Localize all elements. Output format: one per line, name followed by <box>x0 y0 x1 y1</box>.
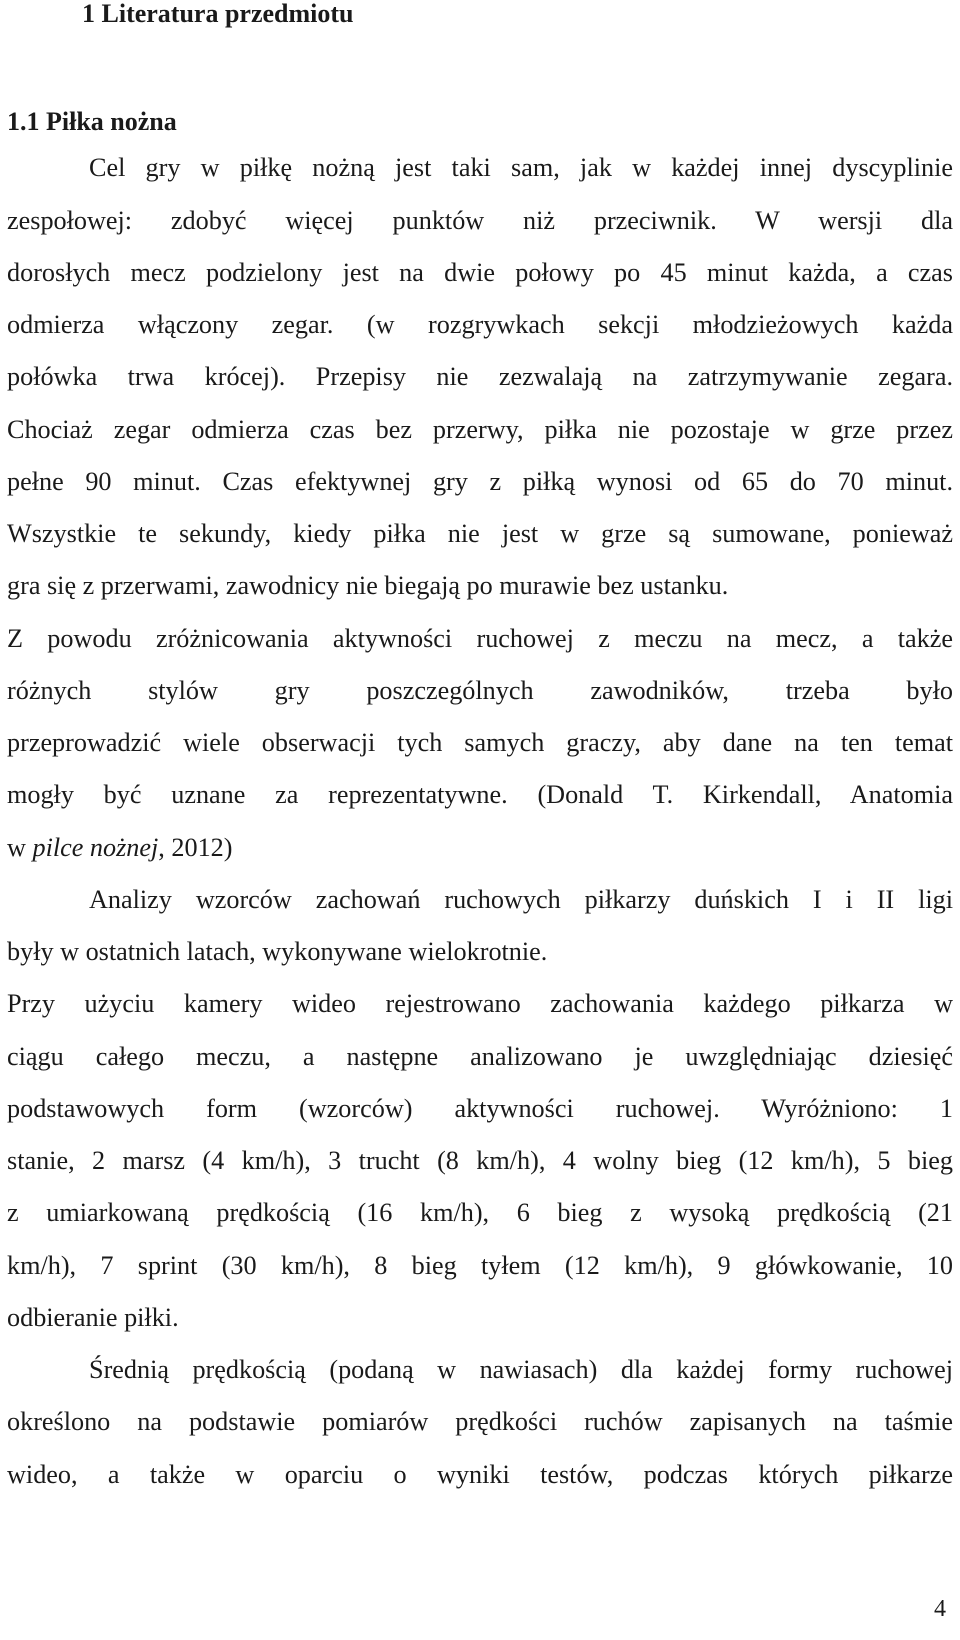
paragraph-line: mogły być uznane za reprezentatywne. (Donald T. Kirkendall, Anatomia <box>7 780 953 809</box>
paragraph-line: z umiarkowaną prędkością (16 km/h), 6 bieg z wysoką prędkością (21 <box>7 1198 953 1227</box>
paragraph-line: ciągu całego meczu, a następne analizowano je uwzględniając dziesięć <box>7 1042 953 1071</box>
paragraph-line: odbieranie piłki. <box>7 1303 179 1332</box>
chapter-title: 1 Literatura przedmiotu <box>82 0 354 28</box>
paragraph-line: Cel gry w piłkę nożną jest taki sam, jak w każdej innej dyscyplinie <box>89 153 953 182</box>
paragraph-line: stanie, 2 marsz (4 km/h), 3 trucht (8 km/h), 4 wolny bieg (12 km/h), 5 bieg <box>7 1146 953 1175</box>
citation-italic: pilce nożnej <box>32 833 159 862</box>
paragraph-line: określono na podstawie pomiarów prędkości ruchów zapisanych na taśmie <box>7 1407 953 1436</box>
paragraph-line: różnych stylów gry poszczególnych zawodników, trzeba było <box>7 676 953 705</box>
paragraph-line: połówka trwa krócej). Przepisy nie zezwalają na zatrzymywanie zegara. <box>7 362 953 391</box>
paragraph-line: Wszystkie te sekundy, kiedy piłka nie jest w grze są sumowane, ponieważ <box>7 519 953 548</box>
paragraph-line: odmierza włączony zegar. (w rozgrywkach sekcji młodzieżowych każda <box>7 310 953 339</box>
paragraph-line: dorosłych mecz podzielony jest na dwie połowy po 45 minut każda, a czas <box>7 258 953 287</box>
paragraph-line: gra się z przerwami, zawodnicy nie biegają po murawie bez ustanku. <box>7 571 729 600</box>
section-title: 1.1 Piłka nożna <box>7 107 177 136</box>
citation-prefix: w <box>7 833 33 862</box>
paragraph-line: km/h), 7 sprint (30 km/h), 8 bieg tyłem (12 km/h), 9 główkowanie, 10 <box>7 1251 953 1280</box>
paragraph-line: podstawowych form (wzorców) aktywności ruchowej. Wyróżniono: 1 <box>7 1094 953 1123</box>
paragraph-line: Przy użyciu kamery wideo rejestrowano zachowania każdego piłkarza w <box>7 989 953 1018</box>
paragraph-line: były w ostatnich latach, wykonywane wielokrotnie. <box>7 937 548 966</box>
page-number: 4 <box>934 1596 946 1622</box>
paragraph-line: Średnią prędkością (podaną w nawiasach) dla każdej formy ruchowej <box>89 1355 953 1384</box>
paragraph-line: pełne 90 minut. Czas efektywnej gry z piłką wynosi od 65 do 70 minut. <box>7 467 953 496</box>
paragraph-line: przeprowadzić wiele obserwacji tych samych graczy, aby dane na ten temat <box>7 728 953 757</box>
paragraph-line: Chociaż zegar odmierza czas bez przerwy, piłka nie pozostaje w grze przez <box>7 415 953 444</box>
citation-line <box>7 832 232 864</box>
paragraph-line: wideo, a także w oparciu o wyniki testów, podczas których piłkarze <box>7 1460 953 1489</box>
citation-suffix: , 2012) <box>158 833 233 862</box>
paragraph-line: Analizy wzorców zachowań ruchowych piłkarzy duńskich I i II ligi <box>89 885 953 914</box>
paragraph-line: zespołowej: zdobyć więcej punktów niż przeciwnik. W wersji dla <box>7 206 953 235</box>
paragraph-line: Z powodu zróżnicowania aktywności ruchowej z meczu na mecz, a także <box>7 624 953 653</box>
